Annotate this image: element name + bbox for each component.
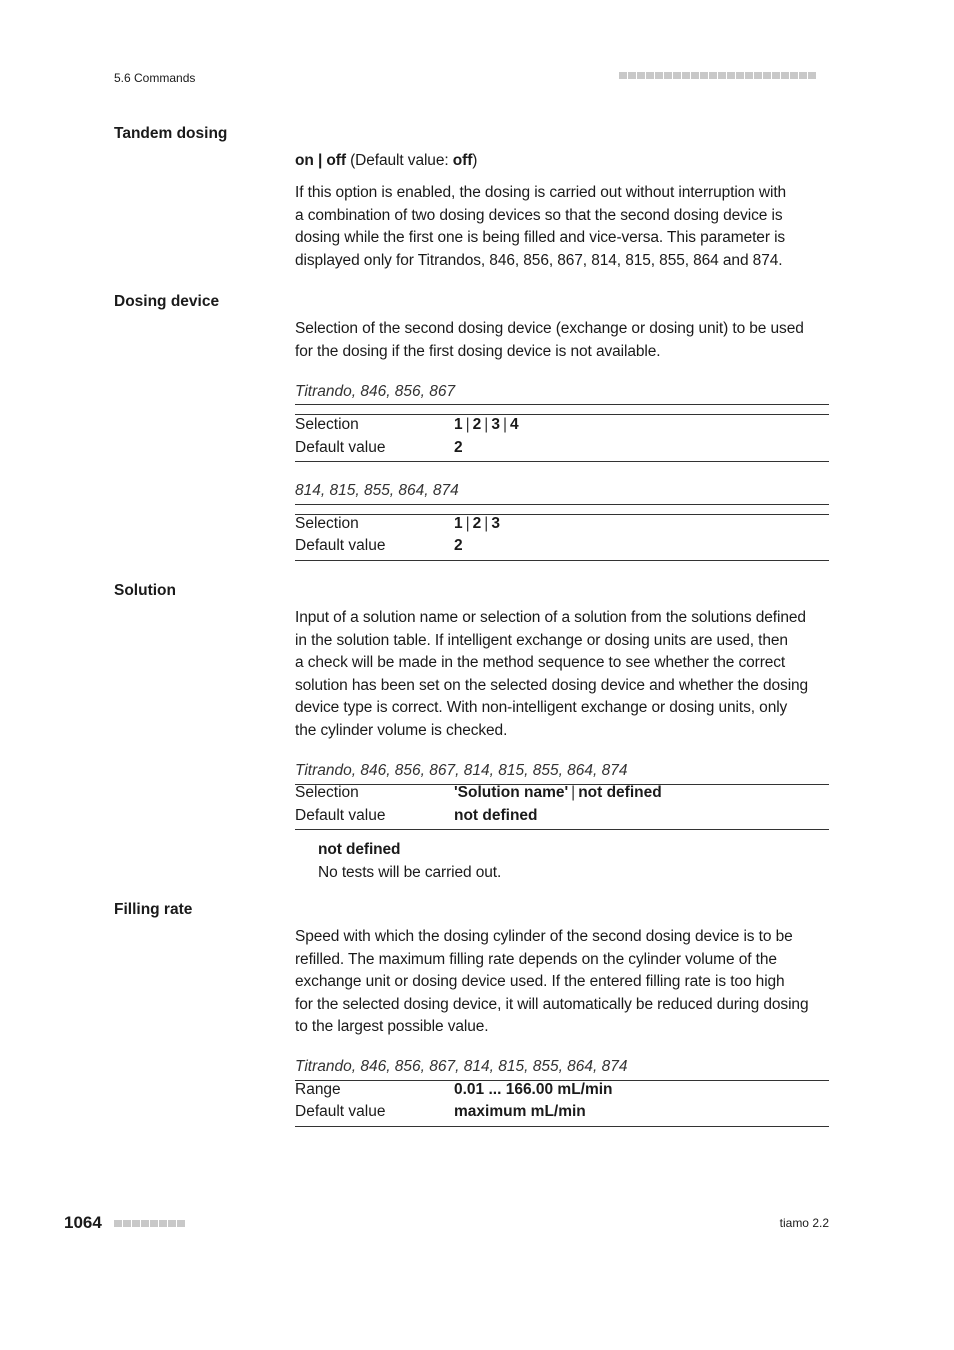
option-on: on	[295, 152, 314, 169]
row-value: 2	[454, 439, 463, 456]
filling-rate-title: Filling rate	[114, 901, 193, 918]
table-row	[295, 1103, 829, 1125]
row-value: 2	[454, 537, 463, 554]
solution-description	[295, 607, 835, 742]
row-value: 1 | 2 | 3 | 4	[454, 416, 519, 433]
option-value: 'Solution name'	[454, 784, 569, 801]
row-label: Default value	[295, 439, 386, 456]
dosing-device-title: Dosing device	[114, 293, 220, 310]
row-value: not defined	[454, 807, 538, 824]
row-label: Default value	[295, 1103, 386, 1120]
table-row	[295, 439, 829, 461]
row-value: 1 | 2 | 3	[454, 515, 500, 532]
option-value: 2	[472, 416, 482, 433]
description-line: to the largest possible value.	[295, 1018, 489, 1035]
description-line: device type is correct. With non-intelligent exchange or dosing units, only	[295, 699, 788, 716]
table-caption: Titrando, 846, 856, 867	[295, 383, 456, 400]
row-label: Selection	[295, 416, 359, 433]
description-line: for the dosing if the first dosing device is not available.	[295, 342, 661, 360]
description-line: the cylinder volume is checked.	[295, 721, 508, 739]
default-prefix: (Default value:	[345, 152, 453, 169]
description-line: in the solution table. If intelligent exchange or dosing units are used, then	[295, 631, 788, 649]
description-line: Selection of the second dosing device (exchange or dosing unit) to be used	[295, 320, 804, 337]
table-row	[295, 807, 829, 829]
header-decoration-dots	[619, 72, 829, 82]
description-line: solution has been set on the selected dosing device and whether the dosing	[295, 676, 809, 694]
row-label: Default value	[295, 537, 386, 554]
table-rule	[295, 461, 829, 462]
row-label: Range	[295, 1081, 341, 1098]
description-line: dosing while the first one is being filled and vice-versa. This parameter is	[295, 229, 786, 246]
option-value: 4	[509, 416, 519, 433]
running-header-section: 5.6 Commands	[114, 71, 196, 85]
solution-title: Solution	[114, 582, 176, 599]
table-rule	[295, 404, 829, 405]
table-caption: Titrando, 846, 856, 867, 814, 815, 855, 864, 874	[295, 762, 628, 779]
description-line: a combination of two dosing devices so that the second dosing device is	[295, 206, 783, 224]
table-caption: Titrando, 846, 856, 867, 814, 815, 855, 864, 874	[295, 1058, 628, 1075]
tandem-dosing-title: Tandem dosing	[114, 125, 228, 142]
option-value: 2	[472, 515, 482, 532]
table-rule	[295, 829, 829, 830]
dosing-device-description	[295, 318, 835, 363]
option-value: 3	[491, 515, 500, 532]
tandem-dosing-options	[295, 150, 835, 173]
note-term: not defined	[318, 841, 401, 858]
description-line: Speed with which the dosing cylinder of the second dosing device is to be	[295, 928, 793, 945]
option-off: off	[326, 152, 346, 169]
default-value: off	[452, 152, 473, 169]
default-suffix: )	[472, 152, 478, 169]
table-rule	[295, 560, 829, 561]
table-row	[295, 515, 829, 537]
description-line: Input of a solution name or selection of a solution from the solutions defined	[295, 609, 806, 626]
row-label: Selection	[295, 515, 359, 532]
option-value: 3	[491, 416, 500, 433]
filling-rate-description	[295, 926, 835, 1039]
description-line: exchange unit or dosing device used. If the entered filling rate is too high	[295, 973, 785, 990]
description-line: If this option is enabled, the dosing is carried out without interruption with	[295, 184, 787, 201]
description-line: a check will be made in the method sequence to see whether the correct	[295, 654, 786, 671]
table-row	[295, 1081, 829, 1103]
product-name: tiamo 2.2	[779, 1216, 829, 1230]
tandem-dosing-description	[295, 182, 835, 272]
description-line: for the selected dosing device, it will automatically be reduced during dosing	[295, 995, 809, 1013]
row-value: 0.01 ... 166.00 mL/min	[454, 1081, 613, 1098]
page-number: 1064	[64, 1213, 102, 1232]
option-separator: |	[313, 152, 327, 169]
table-row	[295, 416, 829, 438]
table-row	[295, 784, 829, 806]
table-rule	[295, 504, 829, 505]
option-value: 1	[454, 416, 463, 433]
option-value: not defined	[578, 784, 662, 801]
row-value: maximum mL/min	[454, 1103, 586, 1120]
description-line: displayed only for Titrandos, 846, 856, 867, 814, 815, 855, 864 and 874.	[295, 251, 783, 269]
row-value: 'Solution name' | not defined	[454, 784, 662, 801]
note-text: No tests will be carried out.	[318, 864, 502, 881]
description-line: refilled. The maximum filling rate depends on the cylinder volume of the	[295, 950, 777, 968]
row-label: Selection	[295, 784, 359, 801]
footer-decoration-dots	[114, 1220, 185, 1227]
table-rule	[295, 414, 829, 415]
table-caption: 814, 815, 855, 864, 874	[295, 482, 459, 499]
table-row	[295, 537, 829, 559]
row-label: Default value	[295, 807, 386, 824]
table-rule	[295, 1126, 829, 1127]
option-value: 1	[454, 515, 463, 532]
